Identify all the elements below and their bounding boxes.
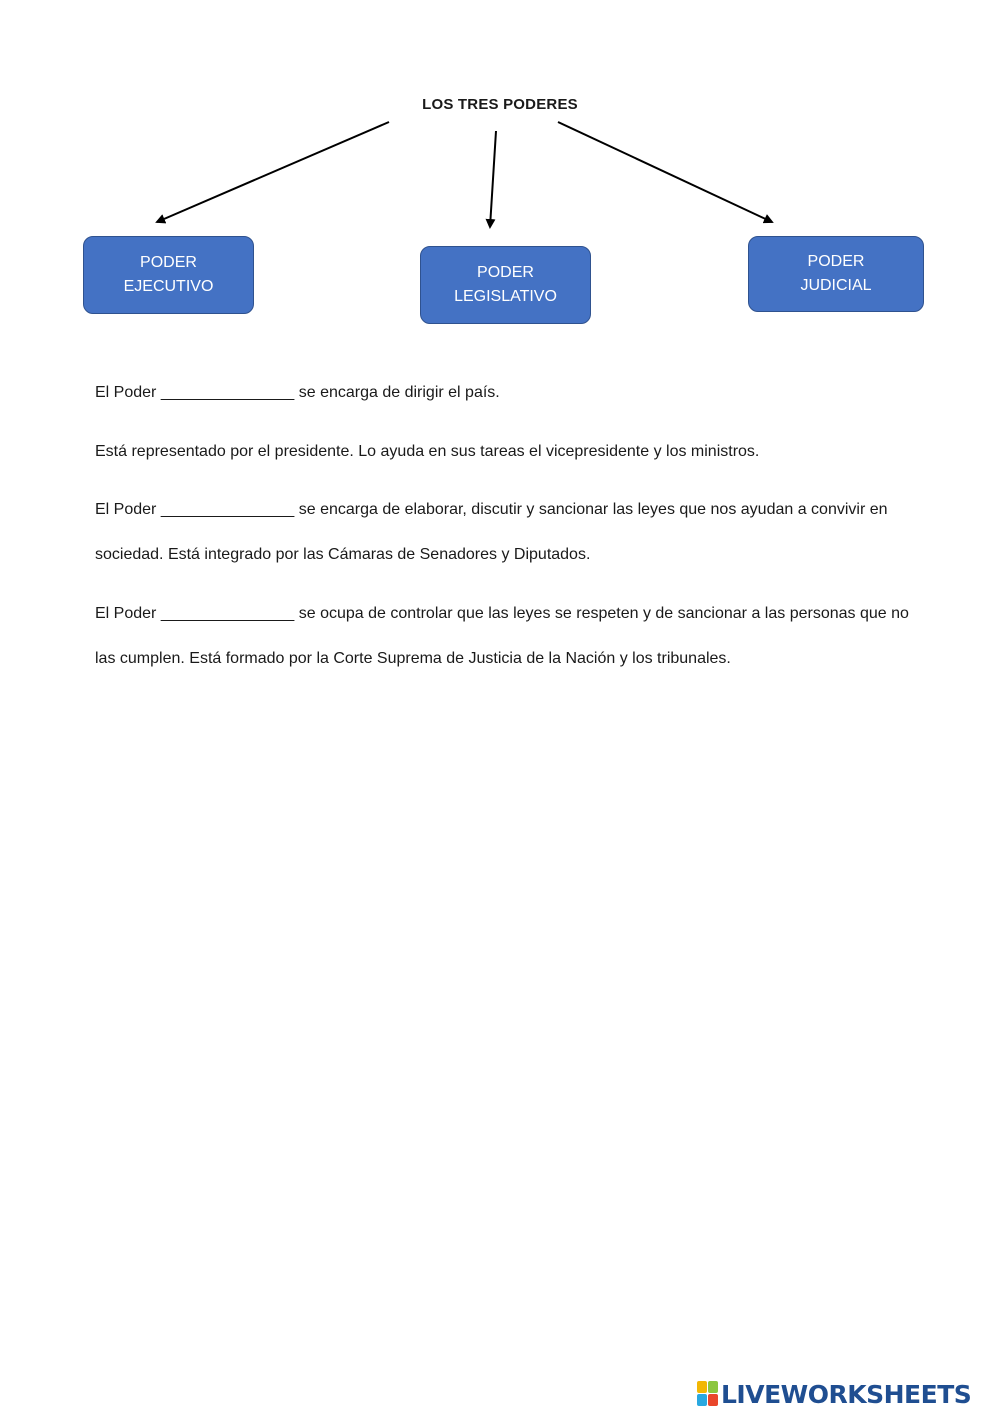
box-ejecutivo-line1: PODER bbox=[140, 254, 197, 271]
box-poder-ejecutivo bbox=[83, 236, 254, 314]
arrow-to-judicial bbox=[558, 122, 772, 222]
arrow-to-legislativo bbox=[490, 131, 496, 227]
liveworksheets-logo-icon bbox=[697, 1381, 719, 1407]
box-legislativo-line1: PODER bbox=[477, 264, 534, 281]
paragraph-ejecutivo-blank: El Poder _______________ se encarga de dirigir el país. bbox=[95, 384, 500, 401]
paragraph-judicial: El Poder _______________ se ocupa de controlar que las leyes se respeten y de sancionar a las personas que no las cumplen. Está formado por la Corte Suprema de Justicia de la Nación y los tribunales. bbox=[95, 605, 909, 667]
box-legislativo-line2: LEGISLATIVO bbox=[454, 288, 557, 305]
paragraph-ejecutivo-desc: Está representado por el presidente. Lo ayuda en sus tareas el vicepresidente y los ministros. bbox=[95, 443, 760, 460]
liveworksheets-logo bbox=[697, 1379, 971, 1409]
box-poder-legislativo bbox=[420, 246, 591, 324]
box-judicial-line1: PODER bbox=[807, 253, 865, 270]
box-poder-judicial bbox=[748, 236, 924, 312]
paragraph-legislativo: El Poder _______________ se encarga de elaborar, discutir y sancionar las leyes que nos ayudan a convivir en sociedad. Está integrado por las Cámaras de Senadores y Diputados. bbox=[95, 501, 888, 563]
box-judicial-line2: JUDICIAL bbox=[800, 277, 872, 294]
diagram-title: LOS TRES PODERES bbox=[422, 96, 578, 113]
liveworksheets-logo-text: LIVEWORKSHEETS bbox=[721, 1379, 972, 1409]
box-ejecutivo-line2: EJECUTIVO bbox=[123, 278, 214, 295]
arrow-to-ejecutivo bbox=[157, 122, 389, 222]
